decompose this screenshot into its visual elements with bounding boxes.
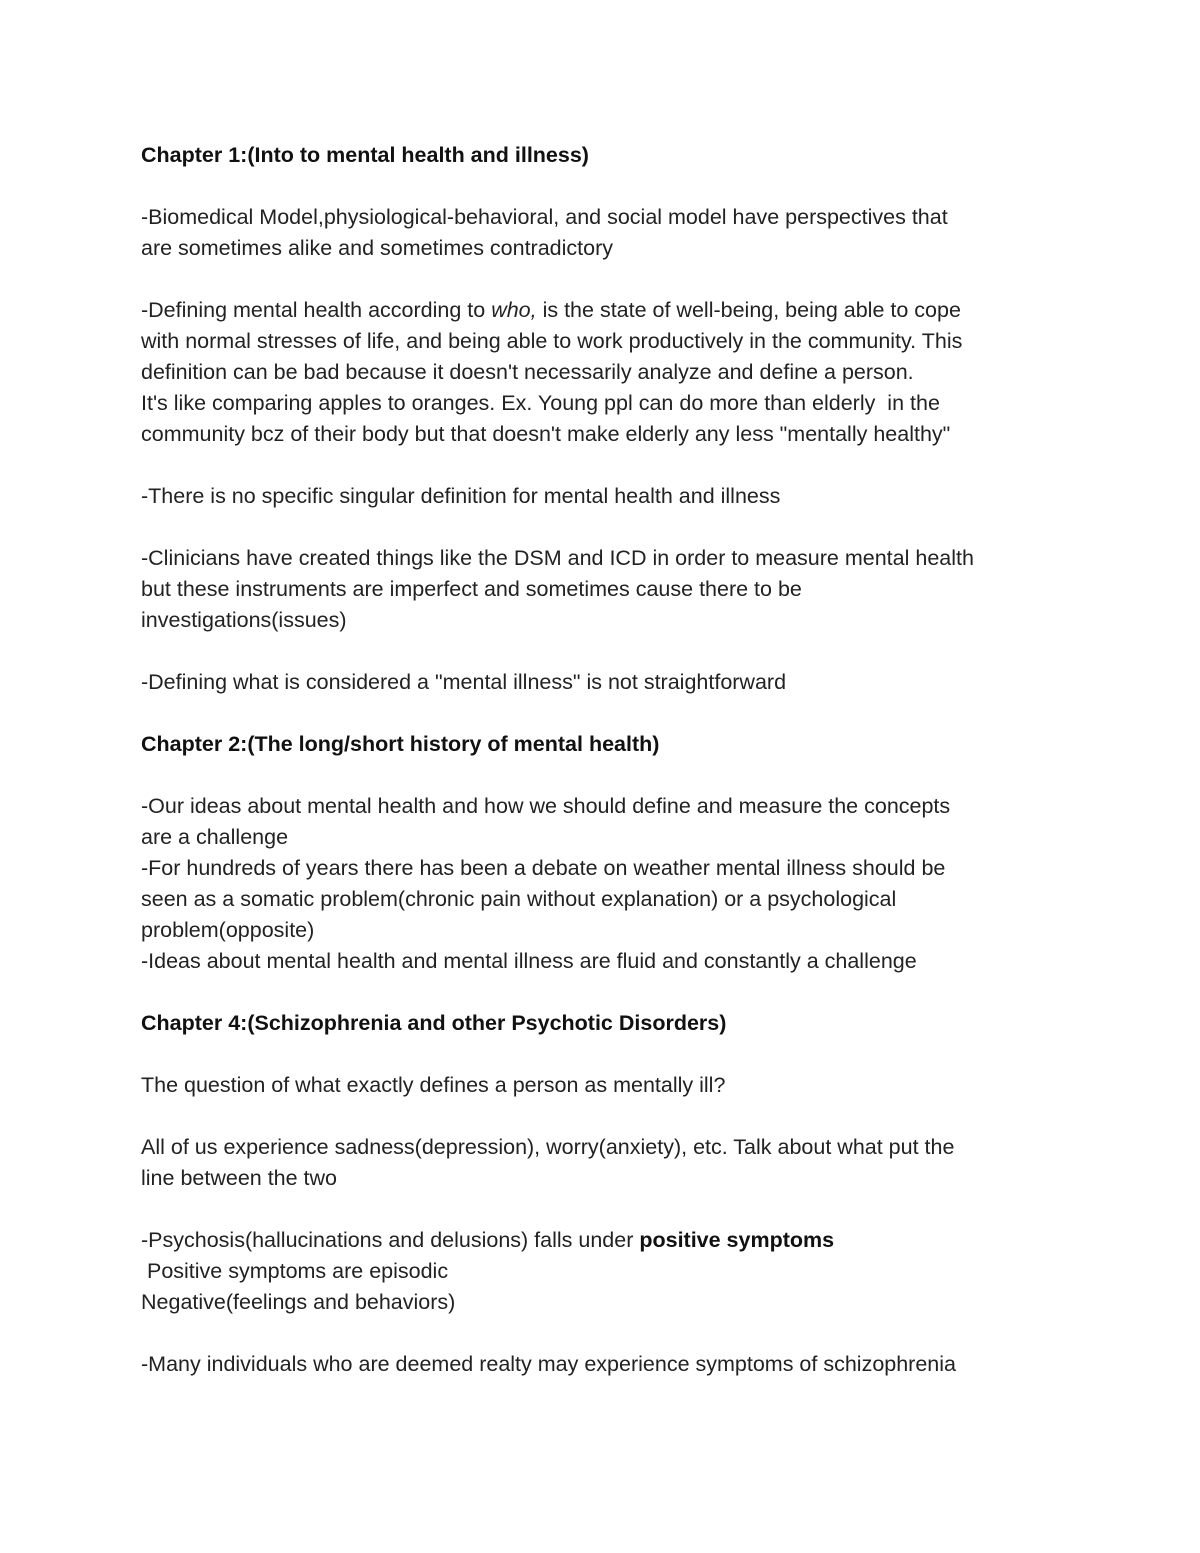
chapter-4-heading: Chapter 4:(Schizophrenia and other Psychotic Disorders) bbox=[141, 1011, 727, 1035]
chapter-4-paragraph-1-line: The question of what exactly defines a person as mentally ill? bbox=[141, 1073, 726, 1097]
chapter-2-paragraph-line: -Ideas about mental health and mental illness are fluid and constantly a challenge bbox=[141, 949, 917, 973]
positive-symptoms-bold: positive symptoms bbox=[639, 1228, 835, 1252]
chapter-1-paragraph-4-line: -Clinicians have created things like the DSM and ICD in order to measure mental health bbox=[141, 546, 974, 570]
chapter-4-paragraph-3-line: -Psychosis(hallucinations and delusions) falls under positive symptoms bbox=[141, 1228, 835, 1252]
chapter-4-paragraph-3-line: Positive symptoms are episodic bbox=[141, 1259, 449, 1283]
document-page bbox=[141, 140, 1081, 1380]
chapter-1-paragraph-2-line: community bcz of their body but that doesn't make elderly any less "mentally healthy" bbox=[141, 422, 951, 446]
chapter-1-paragraph-5-line: -Defining what is considered a "mental illness" is not straightforward bbox=[141, 670, 787, 694]
chapter-2-paragraph-line: -Our ideas about mental health and how we should define and measure the concepts bbox=[141, 794, 951, 818]
chapter-1-paragraph-2-line: -Defining mental health according to who, is the state of well-being, being able to cope bbox=[141, 298, 961, 322]
chapter-1-paragraph-1-line: are sometimes alike and sometimes contradictory bbox=[141, 236, 613, 260]
chapter-1-paragraph-2-line: It's like comparing apples to oranges. Ex. Young ppl can do more than elderly in the bbox=[141, 391, 940, 415]
who-italic: who, bbox=[491, 298, 537, 322]
chapter-4-paragraph-2-line: line between the two bbox=[141, 1166, 338, 1190]
chapter-2-paragraph-line: -For hundreds of years there has been a debate on weather mental illness should be bbox=[141, 856, 946, 880]
chapter-1-heading: Chapter 1:(Into to mental health and illness) bbox=[141, 143, 589, 167]
chapter-4-paragraph-2-line: All of us experience sadness(depression), worry(anxiety), etc. Talk about what put the bbox=[141, 1135, 955, 1159]
chapter-2-paragraph-line: are a challenge bbox=[141, 825, 289, 849]
chapter-2-paragraph-line: seen as a somatic problem(chronic pain without explanation) or a psychological bbox=[141, 887, 897, 911]
chapter-1-paragraph-3-line: -There is no specific singular definition for mental health and illness bbox=[141, 484, 781, 508]
chapter-2-paragraph-line: problem(opposite) bbox=[141, 918, 315, 942]
chapter-4-paragraph-3-line: Negative(feelings and behaviors) bbox=[141, 1290, 456, 1314]
chapter-1-paragraph-4-line: investigations(issues) bbox=[141, 608, 347, 632]
chapter-4-paragraph-4-line: -Many individuals who are deemed realty may experience symptoms of schizophrenia bbox=[141, 1352, 956, 1376]
chapter-2-heading: Chapter 2:(The long/short history of mental health) bbox=[141, 732, 660, 756]
chapter-1-paragraph-1-line: -Biomedical Model,physiological-behavioral, and social model have perspectives that bbox=[141, 205, 948, 229]
chapter-1-paragraph-4-line: but these instruments are imperfect and sometimes cause there to be bbox=[141, 577, 802, 601]
chapter-1-paragraph-2-line: definition can be bad because it doesn't necessarily analyze and define a person. bbox=[141, 360, 914, 384]
chapter-1-paragraph-2-line: with normal stresses of life, and being able to work productively in the community. This bbox=[141, 329, 963, 353]
